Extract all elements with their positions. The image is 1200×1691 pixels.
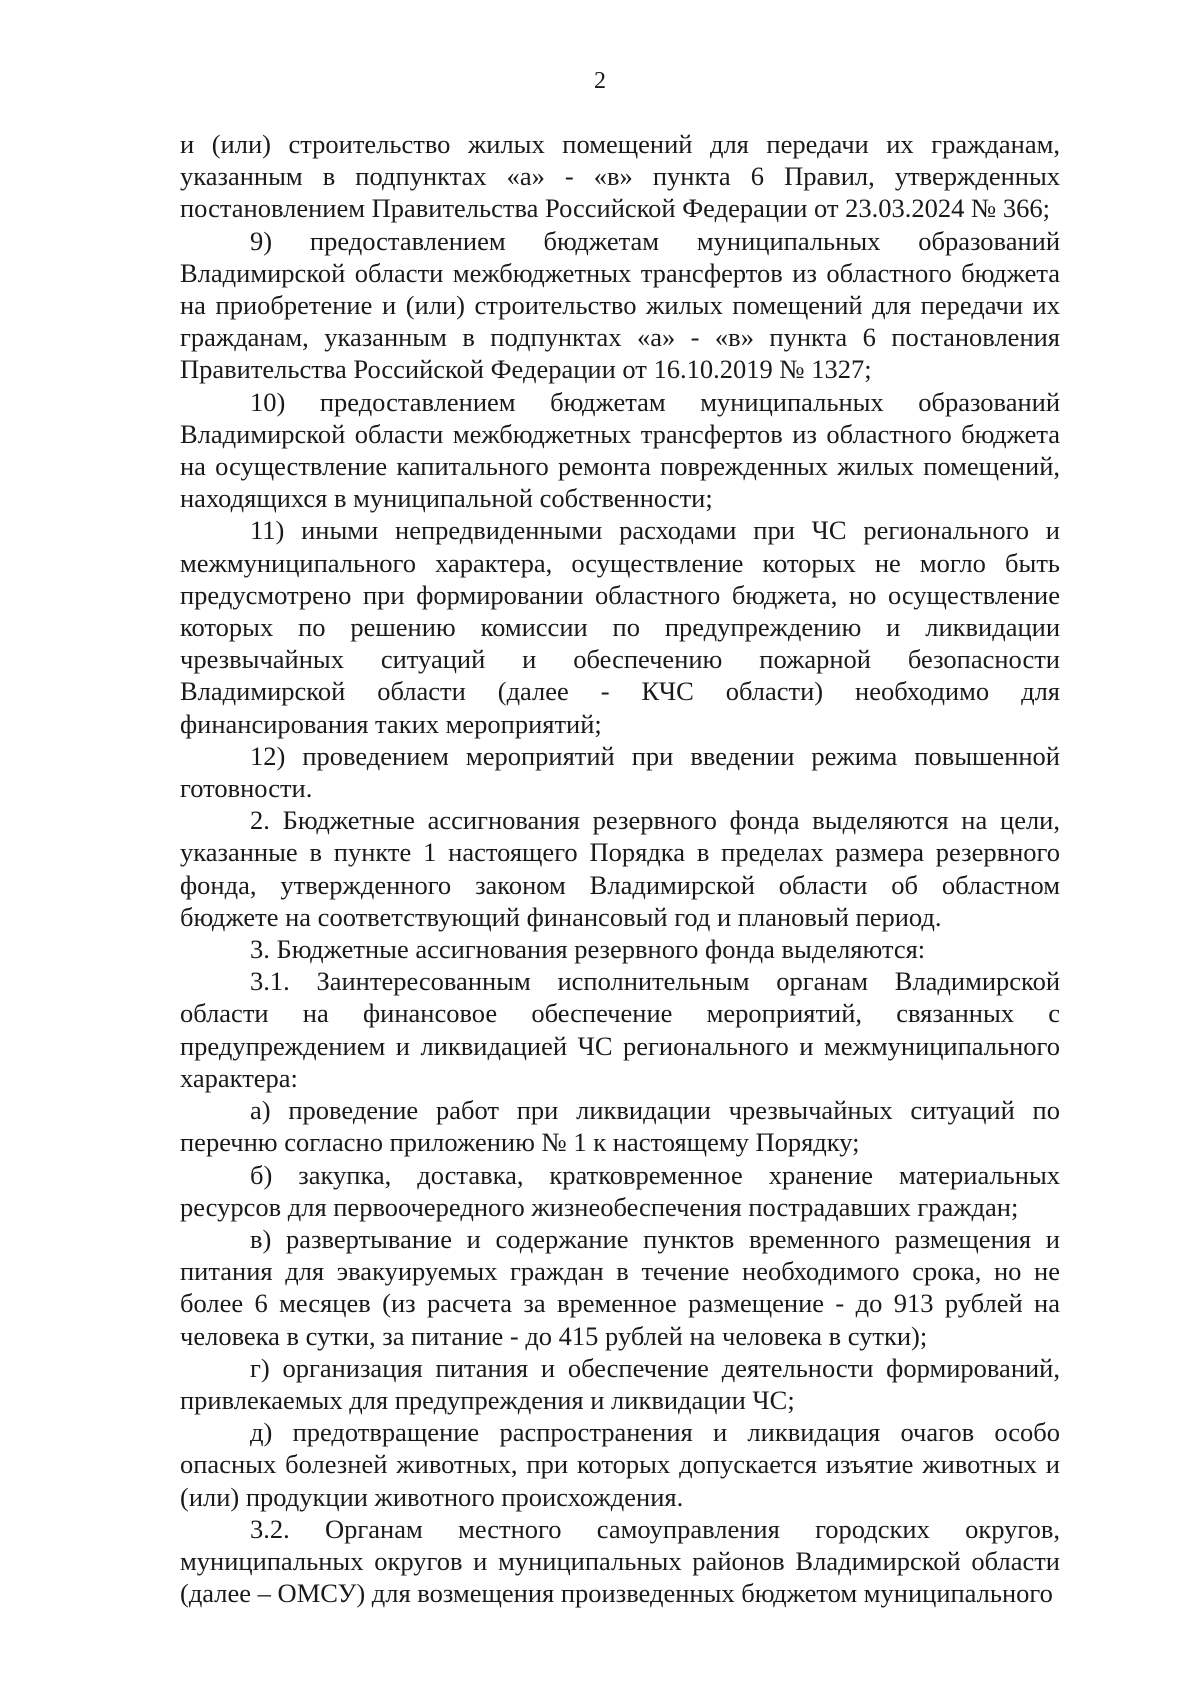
paragraph: 10) предоставлением бюджетам муниципальных образований Владимирской области межбюджетных трансфертов из областного бюджета на осуществление капитального ремонта поврежденных жилых помещений, находящихся в муниципальной собственности; — [180, 386, 1060, 514]
paragraph: д) предотвращение распространения и ликвидация очагов особо опасных болезней животных, при которых допускается изъятие животных и (или) продукции животного происхождения. — [180, 1417, 1060, 1512]
paragraph: 11) иными непредвиденными расходами при ЧС регионального и межмуниципального характера, осуществление которых не могло быть предусмотрено при формировании областного бюджета, но осуществление которых по решению комиссии по предупреждению и ликвидации чрезвычайных ситуаций и обеспечению пожарной безопасности Владимирской области (далее - КЧС области) необходимо для финансирования таких мероприятий; — [180, 515, 1060, 739]
paragraph: г) организация питания и обеспечение деятельности формирований, привлекаемых для предупреждения и ликвидации ЧС; — [180, 1352, 1060, 1415]
paragraph: б) закупка, доставка, кратковременное хранение материальных ресурсов для первоочередного жизнеобеспечения пострадавших граждан; — [180, 1159, 1060, 1222]
paragraph: 3.1. Заинтересованным исполнительным органам Владимирской области на финансовое обеспечение мероприятий, связанных с предупреждением и ликвидацией ЧС регионального и межмуниципального характера: — [180, 966, 1060, 1093]
page-number: 2 — [594, 68, 606, 94]
document-body — [180, 128, 1060, 1609]
paragraph: 3. Бюджетные ассигнования резервного фонда выделяются: — [250, 934, 926, 965]
paragraph: и (или) строительство жилых помещений для передачи их гражданам, указанным в подпунктах «а» - «в» пункта 6 Правил, утвержденных постановлением Правительства Российской Федерации от 23.03.2024 № 366; — [180, 129, 1060, 224]
paragraph: 9) предоставлением бюджетам муниципальных образований Владимирской области межбюджетных трансфертов из областного бюджета на приобретение и (или) строительство жилых помещений для передачи их гражданам, указанным в подпунктах «а» - «в» пункта 6 постановления Правительства Российской Федерации от 16.10.2019 № 1327; — [180, 225, 1060, 385]
paragraph: в) развертывание и содержание пунктов временного размещения и питания для эвакуируемых граждан в течение необходимого срока, но не более 6 месяцев (из расчета за временное размещение - до 913 рублей на человека в сутки, за питание - до 415 рублей на человека в сутки); — [180, 1223, 1060, 1351]
paragraph: 12) проведением мероприятий при введении режима повышенной готовности. — [180, 740, 1060, 804]
paragraph: 2. Бюджетные ассигнования резервного фонда выделяются на цели, указанные в пункте 1 настоящего Порядка в пределах размера резервного фонда, утвержденного законом Владимирской области об областном бюджете на соответствующий финансовый год и плановый период. — [180, 805, 1060, 932]
paragraph: 3.2. Органам местного самоуправления городских округов, муниципальных округов и муниципальных районов Владимирской области (далее – ОМСУ) для возмещения произведенных бюджетом муниципального — [180, 1513, 1060, 1609]
paragraph: а) проведение работ при ликвидации чрезвычайных ситуаций по перечню согласно приложению № 1 к настоящему Порядку; — [180, 1095, 1060, 1158]
